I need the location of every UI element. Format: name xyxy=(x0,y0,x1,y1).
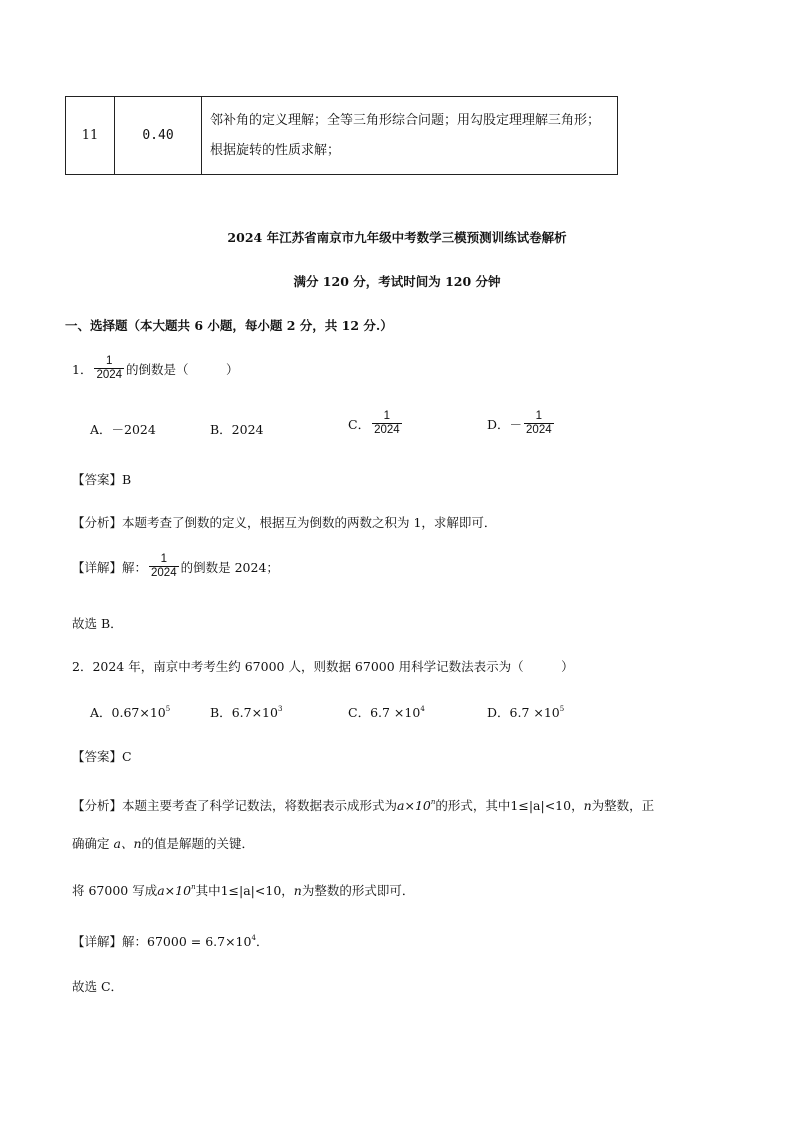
question-2-stem: 2．2024 年，南京中考考生约 67000 人，则数据 67000 用科学记数法表示为（ ） xyxy=(72,659,574,674)
q2-conclusion: 故选 C． xyxy=(72,979,124,994)
q2-answer: 【答案】C xyxy=(72,749,132,764)
table-row xyxy=(66,97,618,175)
q1-option-a: A．－2024 xyxy=(90,422,156,437)
q1-option-c: C． $\frac{1}{2024}$ xyxy=(348,410,400,436)
score-rate-cell: 0.40 xyxy=(115,97,202,175)
q1-option-d: D．－ $\frac{1}{2024}$ xyxy=(487,410,552,436)
q1-detail: 【详解】解： $\frac{1}{2024}$ 的倒数是 2024； xyxy=(72,553,279,579)
q1-option-b: B．2024 xyxy=(210,422,264,437)
knowledge-points-cell xyxy=(202,97,618,175)
q2-analysis-line2: 确确定 a、n的值是解题的关键． xyxy=(72,836,255,851)
knowledge-points-line1: 邻补角的定义理解；全等三角形综合问题；用勾股定理理解三角形； xyxy=(210,112,601,128)
q2-option-d: D．$6.7 \times 10^5$ xyxy=(487,705,565,720)
section-heading: 一、选择题（本大题共 6 小题，每小题 2 分，共 12 分.） xyxy=(65,318,393,333)
knowledge-points-line2: 根据旋转的性质求解； xyxy=(210,142,341,158)
q2-method: 将 67000 写成$a\times 10^n$其中1≤|a|<10，n为整数的形式即可． xyxy=(72,883,415,898)
question-number-cell: 11 xyxy=(66,97,115,175)
fraction: $\frac{1}{2024}$ xyxy=(96,355,123,381)
q2-analysis-line1: 【分析】本题主要考查了科学记数法，将数据表示成形式为$a\times 10^n$的形式，其中1≤|a|<10，n为整数，正 xyxy=(72,798,655,813)
document-title: 2024 年江苏省南京市九年级中考数学三模预测训练试卷解析 xyxy=(227,230,567,245)
document-subtitle: 满分 120 分，考试时间为 120 分钟 xyxy=(293,274,501,289)
knowledge-table xyxy=(65,96,618,175)
q1-analysis: 【分析】本题考查了倒数的定义，根据互为倒数的两数之积为 1，求解即可． xyxy=(72,515,497,530)
q2-option-c: C．$6.7 \times 10^4$ xyxy=(348,705,425,720)
q2-option-a: A．$0.67\times 10^5$ xyxy=(90,705,171,720)
q2-option-b: B．$6.7\times 10^3$ xyxy=(210,705,283,720)
question-1-stem: 1． $\frac{1}{2024}$ 的倒数是（ ） xyxy=(72,355,239,381)
q1-conclusion: 故选 B． xyxy=(72,616,123,631)
q2-detail: 【详解】解：$67000 = 6.7\times 10^4$． xyxy=(72,934,269,949)
q1-answer: 【答案】B xyxy=(72,472,132,487)
